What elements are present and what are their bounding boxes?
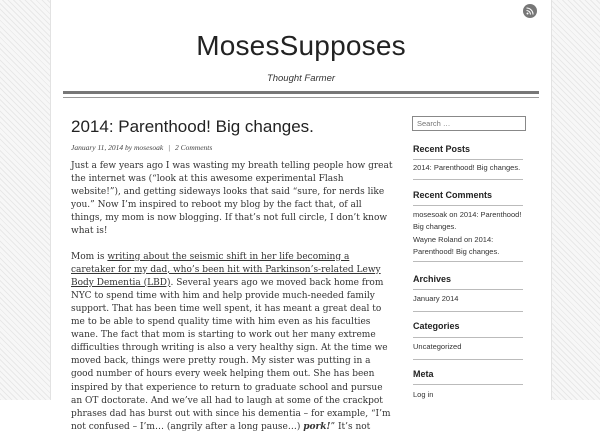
archives-heading: Archives [413,274,452,284]
meta-heading: Meta [413,369,434,379]
site-title[interactable]: MosesSupposes [196,30,406,61]
site-tagline: Thought Farmer [266,73,336,84]
rss-icon[interactable] [523,4,537,18]
login-link[interactable]: Log in [413,390,434,399]
sidebar-divider [413,261,523,262]
sidebar-divider [413,159,523,160]
sidebar-divider [413,384,523,385]
search-input[interactable] [412,116,526,131]
paragraph-text: . Several years ago we moved back home from NYC to spend time with him and help provide much-needed family support. That has been time well spent, it has meant a great deal to me to be able to spend quality time with him even as his faculties wane. The fact that mom is starting to work out her many extreme difficulties through writing is also a very healthy sign. At the time we moved back, things were pretty rough. My sister was putting in a good number of hours every week helping them out. She has been inspired by that experience to return to graduate school and pursue an OT doctorate. And we’ve all had to laugh at some of the crackpot phrases dad has burst out with since his dementia – for example, “I’m not confused – I’m… (angrily after a long pause…) [71,277,391,432]
header-divider-thin [63,97,539,98]
post-paragraph-1: Just a few years ago I was wasting my breath telling people how great the internet was (“look at this awesome experimental Flash website!”), and getting sideways looks that said “sure, for nerds like you.” Now I’m inspired to reboot my blog by the fact that, of all things, my mom is now blogging. If that’s not full circle, I don’t know what is! [71,161,393,237]
emphasis-text: pork! [303,421,331,432]
page-container [50,0,552,432]
post-comments-link[interactable]: 2 Comments [174,143,213,152]
post-body [71,160,393,446]
sidebar-divider [413,205,523,206]
post-title[interactable]: 2014: Parenthood! Big changes. [71,117,314,136]
post-paragraph-2 [71,251,393,434]
paragraph-text: Mom is [71,251,108,262]
recent-posts-heading: Recent Posts [413,144,471,154]
caretaker-article-link[interactable]: writing about the seismic shift in her life becoming a caretaker for my dad, who’s been hit with Parkinson’s-related Lewy Body Dementia (LBD) [71,251,381,288]
sidebar-divider [413,179,523,180]
recent-comments-heading: Recent Comments [413,190,493,200]
sidebar-divider [413,289,523,290]
category-link[interactable]: Uncategorized [413,342,462,351]
sidebar-divider [413,359,523,360]
post-author[interactable]: mosesoak [134,143,164,152]
meta-separator: | [168,143,171,152]
post-date[interactable]: January 11, 2014 [71,143,124,152]
recent-comment-2[interactable]: Wayne Roland on 2014: Parenthood! Big changes. [413,235,500,256]
post-meta [71,143,391,152]
post-by: by [125,143,133,152]
recent-post-link[interactable]: 2014: Parenthood! Big changes. [413,163,521,172]
archive-link[interactable]: January 2014 [413,294,459,303]
recent-comment-1[interactable]: mosesoak on 2014: Parenthood! Big changes. [413,210,522,231]
paragraph-text: ” It’s not [330,421,371,432]
rss-glyph [526,7,534,15]
header-divider-thick [63,91,539,94]
sidebar-divider [413,311,523,312]
categories-heading: Categories [413,321,460,331]
sidebar-divider [413,337,523,338]
